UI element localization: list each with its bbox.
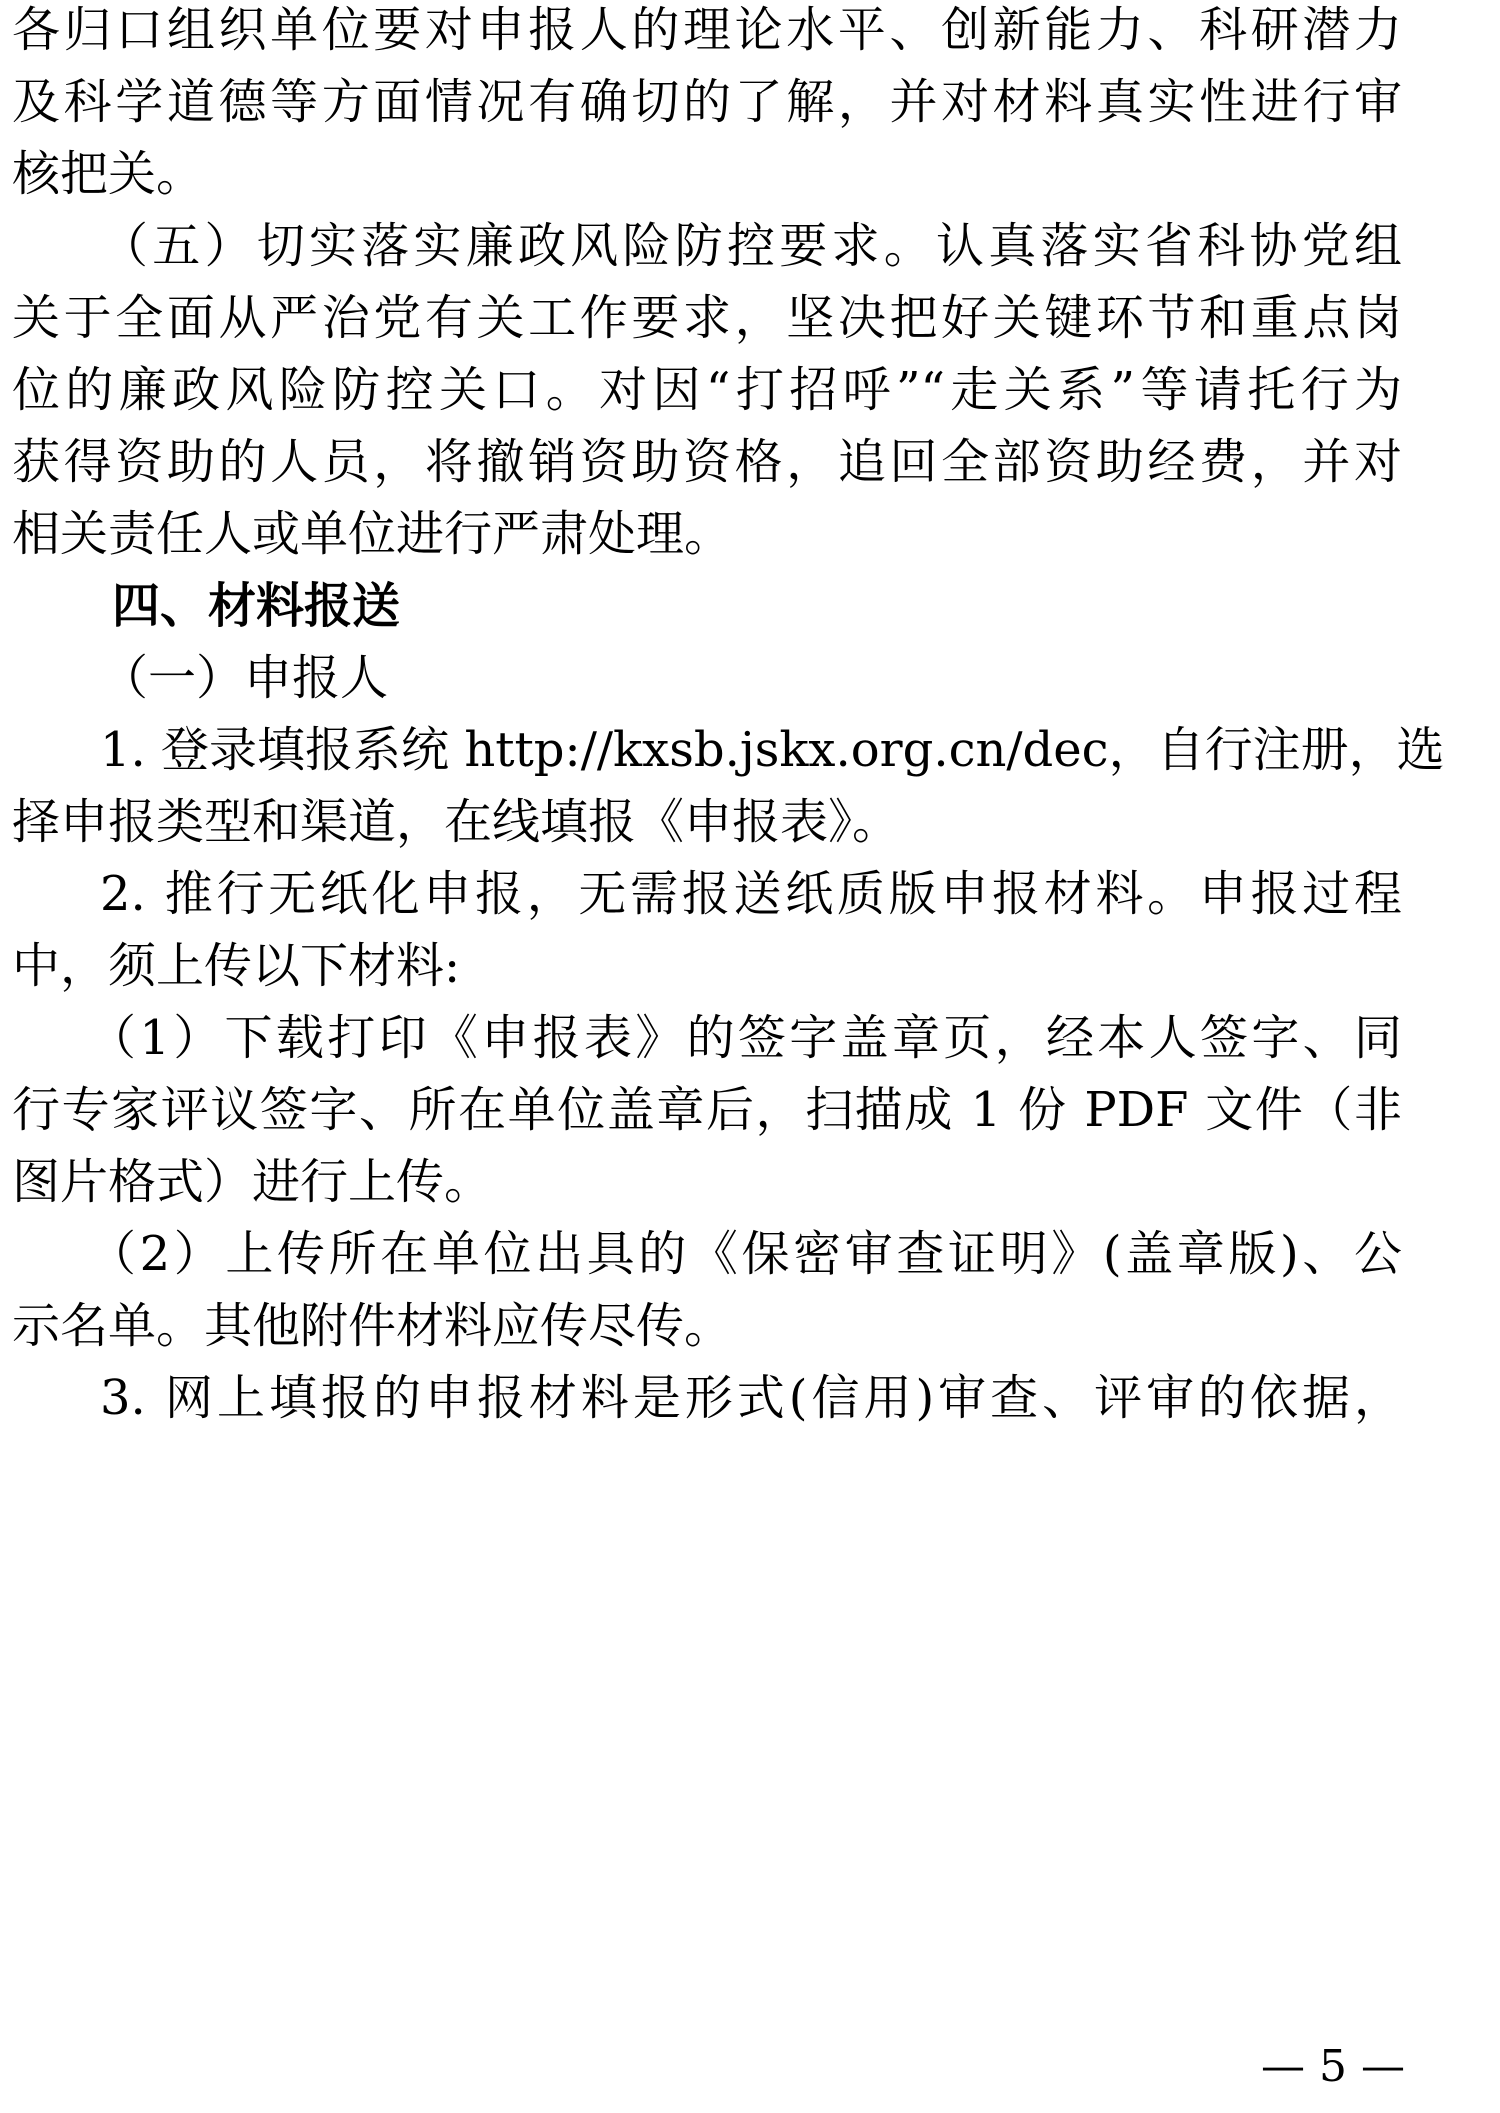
body-text-line: 各归口组织单位要对申报人的理论水平、创新能力、科研潜力 — [12, 2, 1402, 58]
body-text-line: （五）切实落实廉政风险防控要求。认真落实省科协党组 — [100, 218, 1402, 274]
body-text-line: 及科学道德等方面情况有确切的了解，并对材料真实性进行审 — [12, 74, 1402, 130]
body-text-line: 行专家评议签字、所在单位盖章后，扫描成 1 份 PDF 文件（非 — [12, 1082, 1402, 1138]
page-number: — 5 — — [1261, 2041, 1405, 2092]
body-text-line: 相关责任人或单位进行严肃处理。 — [12, 506, 733, 562]
body-text-line: 中，须上传以下材料: — [12, 938, 461, 994]
body-text-line: 1. 登录填报系统 http://kxsb.jskx.org.cn/dec，自行注册，选 — [100, 722, 1445, 778]
section-heading: 四、材料报送 — [112, 578, 401, 634]
body-text-line: 关于全面从严治党有关工作要求，坚决把好关键环节和重点岗 — [12, 290, 1402, 346]
body-text-line: （1）下载打印《申报表》的签字盖章页，经本人签字、同 — [88, 1010, 1402, 1066]
body-text-line: 核把关。 — [12, 146, 205, 202]
body-text-line: （2）上传所在单位出具的《保密审查证明》(盖章版)、公 — [88, 1226, 1402, 1282]
body-text-line: 择申报类型和渠道，在线填报《申报表》。 — [12, 794, 901, 850]
body-text-line: 图片格式）进行上传。 — [12, 1154, 493, 1210]
body-text-line: 位的廉政风险防控关口。对因“打招呼”“走关系”等请托行为 — [12, 362, 1402, 418]
body-text-line: 2. 推行无纸化申报，无需报送纸质版申报材料。申报过程 — [100, 866, 1402, 922]
body-text-line: 示名单。其他附件材料应传尽传。 — [12, 1298, 733, 1354]
subsection-heading: （一）申报人 — [100, 650, 389, 706]
body-text-line: 3. 网上填报的申报材料是形式(信用)审查、评审的依据， — [100, 1370, 1402, 1426]
body-text-line: 获得资助的人员，将撤销资助资格，追回全部资助经费，并对 — [12, 434, 1402, 490]
